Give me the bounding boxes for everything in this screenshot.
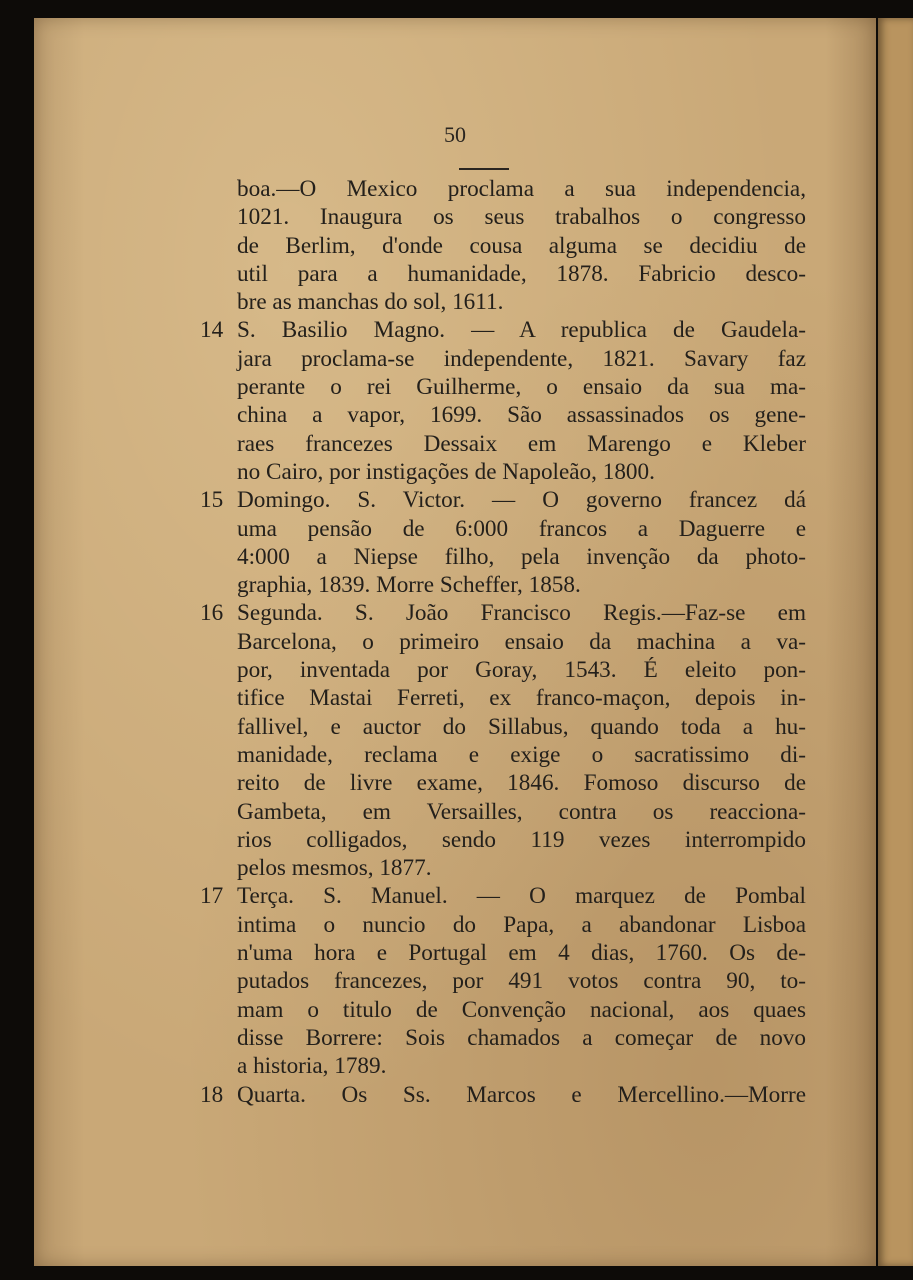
calendar-entry <box>200 1081 806 1109</box>
text-line: pelos mesmos, 1877. <box>237 855 432 882</box>
calendar-entry <box>200 486 806 599</box>
text-line: Quarta. Os Ss. Marcos e Mercellino.—Morre <box>237 1081 806 1108</box>
text-line: jara proclama-se independente, 1821. Savary faz <box>237 345 806 372</box>
day-number: 17 <box>200 883 224 910</box>
text-line: reito de livre exame, 1846. Fomoso discurso de <box>237 770 806 797</box>
book-page <box>34 18 876 1266</box>
text-line: n'uma hora e Portugal em 4 dias, 1760. Os de- <box>237 940 806 967</box>
text-line: manidade, reclama e exige o sacratissimo di- <box>237 741 806 768</box>
text-line: raes francezes Dessaix em Marengo e Kleber <box>237 430 806 457</box>
text-line: util para a humanidade, 1878. Fabricio desco- <box>237 260 806 287</box>
text-line: putados francezes, por 491 votos contra 90, to- <box>237 968 806 995</box>
text-line: boa.—O Mexico proclama a sua independencia, <box>237 176 806 202</box>
text-line: uma pensão de 6:000 francos a Daguerre e <box>237 515 806 542</box>
text-line: mam o titulo de Convenção nacional, aos quaes <box>237 996 806 1023</box>
text-line: graphia, 1839. Morre Scheffer, 1858. <box>237 572 581 599</box>
day-number: 16 <box>200 600 224 627</box>
day-number: 14 <box>200 317 224 344</box>
text-line: por, inventada por Goray, 1543. É eleito pon- <box>237 657 806 684</box>
text-line: Segunda. S. João Francisco Regis.—Faz-se em <box>237 600 806 627</box>
text-line: bre as manchas do sol, 1611. <box>237 289 504 316</box>
page-text <box>200 175 806 1109</box>
divider-rule <box>459 168 509 170</box>
text-line: Terça. S. Manuel. — O marquez de Pombal <box>237 883 806 910</box>
text-line: Barcelona, o primeiro ensaio da machina a va- <box>237 628 806 655</box>
page-number: 50 <box>444 122 466 147</box>
calendar-entry <box>200 882 806 1080</box>
calendar-entry <box>200 316 806 486</box>
day-number: 18 <box>200 1081 224 1108</box>
text-line: intima o nuncio do Papa, a abandonar Lisboa <box>237 911 806 938</box>
text-line: china a vapor, 1699. São assassinados os gene- <box>237 402 806 429</box>
text-line: fallivel, e auctor do Sillabus, quando toda a hu- <box>237 713 806 740</box>
text-line: disse Borrere: Sois chamados a começar de novo <box>237 1024 806 1051</box>
text-line: perante o rei Guilherme, o ensaio da sua ma- <box>237 374 806 401</box>
text-line: S. Basilio Magno. — A republica de Gaudela- <box>237 317 806 344</box>
calendar-entry <box>200 599 806 882</box>
day-number: 15 <box>200 487 224 514</box>
text-line: 4:000 a Niepse filho, pela invenção da photo- <box>237 543 806 570</box>
text-line: de Berlim, d'onde cousa alguma se decidiu de <box>237 232 806 259</box>
text-line: rios colligados, sendo 119 vezes interrompido <box>237 826 806 853</box>
text-line: Domingo. S. Victor. — O governo francez dá <box>237 487 806 514</box>
adjacent-page-edge <box>878 18 913 1266</box>
text-line: no Cairo, por instigações de Napoleão, 1800. <box>237 458 655 485</box>
text-line: 1021. Inaugura os seus trabalhos o congresso <box>237 204 806 231</box>
text-line: tifice Mastai Ferreti, ex franco-maçon, depois in- <box>237 685 806 712</box>
text-line: a historia, 1789. <box>237 1053 387 1080</box>
text-line: Gambeta, em Versailles, contra os reacciona- <box>237 798 806 825</box>
continued-entry <box>200 175 806 316</box>
